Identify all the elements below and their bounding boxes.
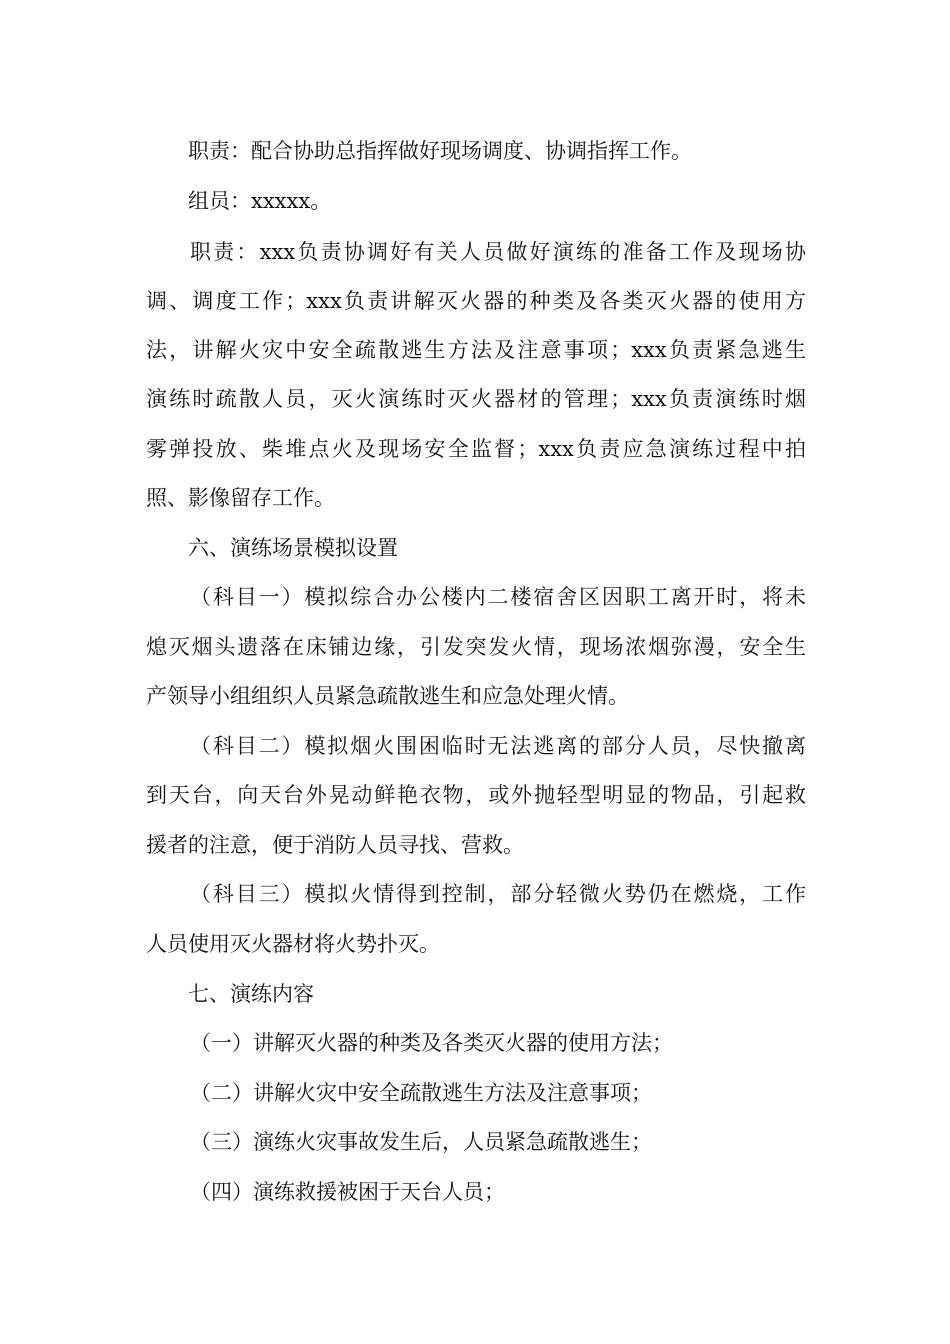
section-heading-six: 六、演练场景模拟设置 [188,536,398,560]
paragraph-line: （科目三）模拟火情得到控制，部分轻微火势仍在燃烧，工作 [190,882,806,906]
paragraph-line: 演练时疏散人员，灭火演练时灭火器材的管理；xxx负责演练时烟 [146,387,806,411]
duty-coordination-text: 职责：配合协助总指挥做好现场调度、协调指挥工作。 [188,139,692,163]
content-item-two: （二）讲解火灾中安全疏散逃生方法及注意事项； [190,1081,652,1105]
paragraph-line: 援者的注意，便于消防人员寻找、营救。 [146,833,524,857]
paragraph-line: 熄灭烟头遗落在床铺边缘，引发突发火情，现场浓烟弥漫，安全生 [146,635,806,659]
paragraph-line: （科目一）模拟综合办公楼内二楼宿舍区因职工离开时，将未 [190,585,806,609]
paragraph-line: 到天台，向天台外晃动鲜艳衣物，或外抛轻型明显的物品，引起救 [146,783,806,807]
paragraph-line: （科目二）模拟烟火围困临时无法逃离的部分人员，尽快撤离 [190,734,806,758]
members-text: 组员：xxxxx。 [188,189,332,213]
paragraph-line: 产领导小组组织人员紧急疏散逃生和应急处理火情。 [146,684,629,708]
paragraph-line: 法，讲解火灾中安全疏散逃生方法及注意事项；xxx负责紧急逃生 [146,338,806,362]
paragraph-line: 照、影像留存工作。 [146,486,335,510]
content-item-four: （四）演练救援被困于天台人员； [190,1180,505,1204]
section-heading-seven: 七、演练内容 [188,982,314,1006]
content-item-one: （一）讲解灭火器的种类及各类灭火器的使用方法； [190,1031,673,1055]
paragraph-line: 人员使用灭火器材将火势扑灭。 [146,932,440,956]
content-item-three: （三）演练火灾事故发生后，人员紧急疏散逃生； [190,1130,652,1154]
paragraph-line: 调、调度工作；xxx负责讲解灭火器的种类及各类灭火器的使用方 [146,289,806,313]
paragraph-line: 雾弹投放、柴堆点火及现场安全监督；xxx负责应急演练过程中拍 [146,437,806,461]
paragraph-line: 职责：xxx负责协调好有关人员做好演练的准备工作及现场协 [190,240,806,264]
